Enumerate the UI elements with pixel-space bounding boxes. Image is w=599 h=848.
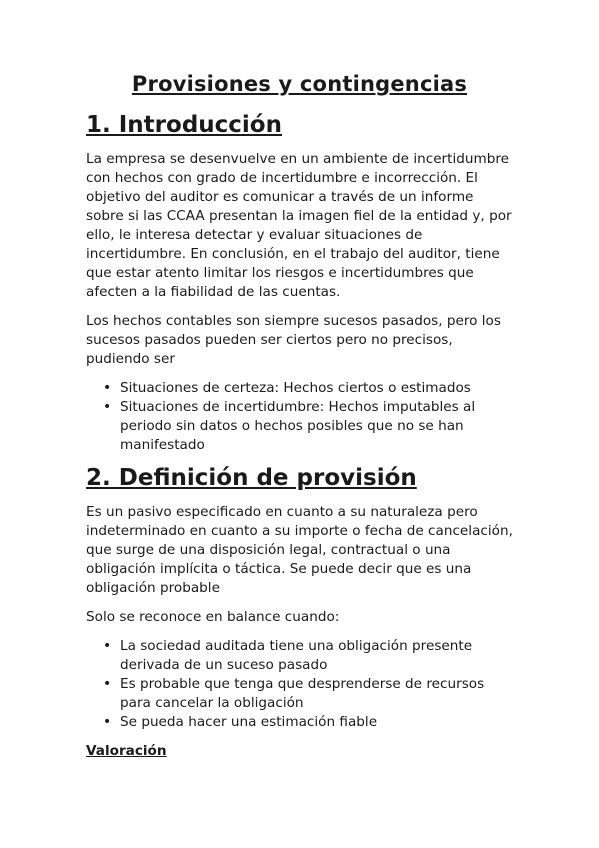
bullet-list xyxy=(86,379,513,455)
section-heading-introduccion: 1. Introducción xyxy=(86,112,282,138)
list-item: • Se pueda hacer una estimación fiable xyxy=(120,713,513,732)
list-item: • La sociedad auditada tiene una obligación presente derivada de un suceso pasado xyxy=(120,637,513,675)
list-item: • Situaciones de incertidumbre: Hechos imputables al periodo sin datos o hechos posibles que no se han manifestado xyxy=(120,398,513,455)
list-item: • Es probable que tenga que desprenderse de recursos para cancelar la obligación xyxy=(120,675,513,713)
list-item: • Situaciones de certeza: Hechos ciertos o estimados xyxy=(120,379,513,398)
section-introduccion xyxy=(86,110,513,455)
bullet-list xyxy=(86,637,513,732)
subheading-valoracion: Valoración xyxy=(86,743,167,759)
paragraph: Los hechos contables son siempre sucesos pasados, pero los sucesos pasados pueden ser ciertos pero no precisos, pudiendo ser xyxy=(86,313,501,367)
section-heading-definicion: 2. Definición de provisión xyxy=(86,465,417,491)
paragraph: La empresa se desenvuelve en un ambiente de incertidumbre con hechos con grado de incertidumbre e incorrección. El objetivo del auditor es comunicar a través de un informe sobre si las CCAA presentan la imagen fiel de la entidad y, por ello, le interesa detectar y evaluar situaciones de incertidumbre. En conclusión, en el trabajo del auditor, tiene que estar atento limitar los riesgos e incertidumbres que afecten a la fiabilidad de las cuentas. xyxy=(86,151,512,300)
paragraph: Solo se reconoce en balance cuando: xyxy=(86,609,340,625)
document-title: Provisiones y contingencias xyxy=(131,72,468,96)
section-definicion-provision xyxy=(86,463,513,761)
paragraph: Es un pasivo especificado en cuanto a su naturaleza pero indeterminado en cuanto a su importe o fecha de cancelación, que surge de una disposición legal, contractual o una obligación implícita o táctica. Se puede decir que es una obligación probable xyxy=(86,504,513,596)
